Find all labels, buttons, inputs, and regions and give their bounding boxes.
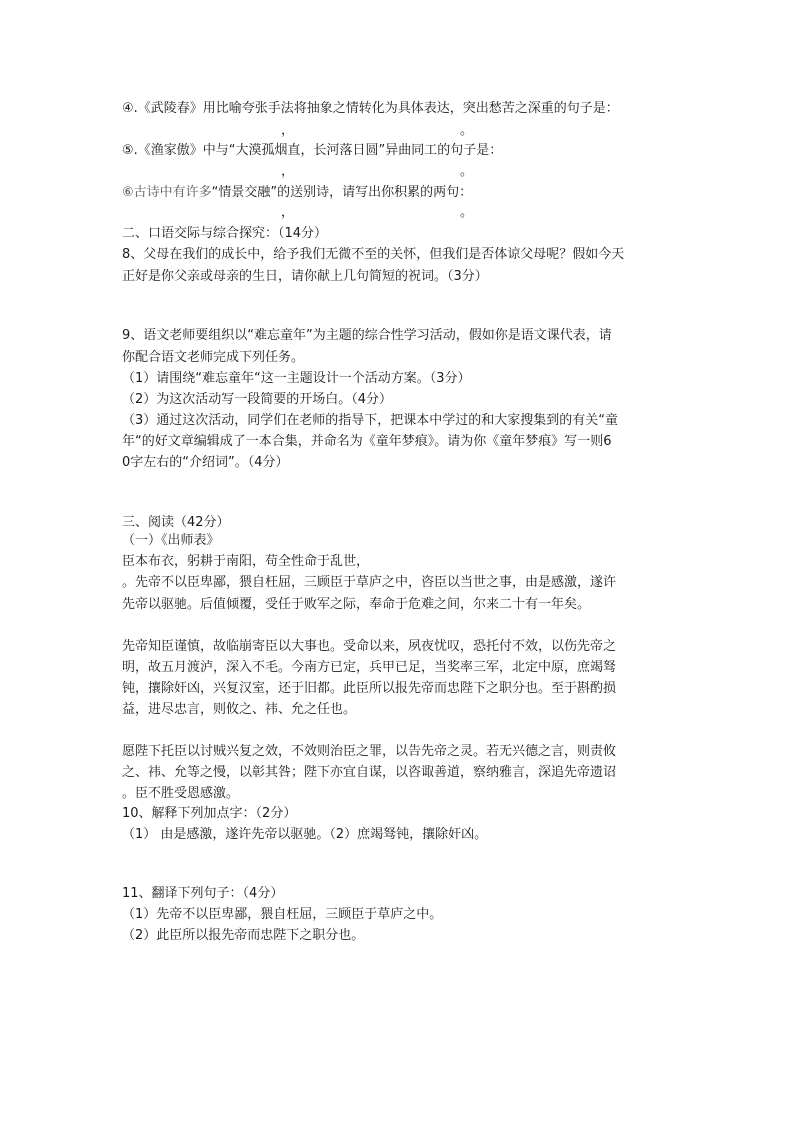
question-6 xyxy=(122,182,472,204)
passage-p1-line-1: 臣本布衣，躬耕于南阳，苟全性命于乱世， xyxy=(122,554,370,569)
question-9-line-1: 9、语文老师要组织以“难忘童年”为主题的综合性学习活动，假如你是语文课代表，请 xyxy=(122,328,612,343)
question-8-line-2: 正好是你父亲或母亲的生日，请你献上几句简短的祝词。（3分） xyxy=(122,269,488,284)
question-9-task-3-line-2: 年“的好文章编辑成了一本合集，并命名为《童年梦痕》。请为你《童年梦痕》写一则6 xyxy=(122,434,612,449)
question-9-task-3-line-3: 0字左右的“介绍词”。（4分） xyxy=(122,455,289,470)
question-11: 11、翻译下列句子：（4分） xyxy=(122,886,284,901)
section-3-heading: 三、阅读（42分） xyxy=(122,515,230,530)
passage-p3-line-1: 愿陛下托臣以讨贼兴复之效，不效则治臣之罪，以告先帝之灵。若无兴德之言，则责攸 xyxy=(122,744,617,759)
section-2-heading: 二、口语交际与综合探究：（14分） xyxy=(122,226,328,241)
question-9-task-2: （2）为这次活动写一段简要的开场白。（4分） xyxy=(122,392,393,407)
question-9-task-3-line-1: （3）通过这次活动，同学们在老师的指导下，把课本中学过的和大家搜集到的有关“童 xyxy=(122,413,619,428)
passage-p2-line-4: 益，进尽忠言，则攸之、祎、允之任也。 xyxy=(122,702,357,717)
passage-p2-line-1: 先帝知臣谨慎，故临崩寄臣以大事也。受命以来，夙夜忧叹，恐托付不效，以伤先帝之 xyxy=(122,639,617,654)
passage-p2-line-2: 明，故五月渡泸，深入不毛。今南方已定，兵甲已足，当奖率三军，北定中原，庶竭驽 xyxy=(122,660,617,675)
question-9-task-1: （1）请围绕“难忘童年“这一主题设计一个活动方案。（3分） xyxy=(122,371,471,386)
blank-5-comma: ， xyxy=(281,164,295,179)
blank-4-period: 。 xyxy=(460,123,474,138)
question-4: ④.《武陵春》用比喻夸张手法将抽象之情转化为具体表达，突出愁苦之深重的句子是： xyxy=(122,101,619,116)
question-11-item-1: （1）先帝不以臣卑鄙，猥自枉屈，三顾臣于草庐之中。 xyxy=(122,907,443,922)
question-6-rest: “情景交融”的送别诗，请写出你积累的两句： xyxy=(211,185,473,200)
passage-p3-line-2: 之、祎、允等之慢，以彰其咎；陛下亦宜自谋，以咨诹善道，察纳雅言，深追先帝遗诏 xyxy=(122,765,617,780)
passage-title: （一）《出师表》 xyxy=(122,533,220,548)
question-10: 10、解释下列加点字：（2分） xyxy=(122,806,297,821)
question-5: ⑤.《渔家傲》中与“大漠孤烟直，长河落日圆”异曲同工的句子是： xyxy=(122,143,503,158)
passage-p1-line-2: 。先帝不以臣卑鄙，猥自枉屈，三顾臣于草庐之中，咨臣以当世之事，由是感激，遂许 xyxy=(122,575,617,590)
blank-4-comma: ， xyxy=(281,123,295,138)
question-11-item-2: （2）此臣所以报先帝而忠陛下之职分也。 xyxy=(122,928,365,943)
passage-p3-line-3: 。臣不胜受恩感激。 xyxy=(122,786,240,801)
question-10-items: （1） 由是感激，遂许先帝以驱驰。（2）庶竭驽钝，攘除奸凶。 xyxy=(122,827,488,842)
question-9-line-2: 你配合语文老师完成下列任务。 xyxy=(122,350,305,365)
blank-6-comma: ， xyxy=(281,205,295,220)
question-6-prefix: ⑥古诗中有许多 xyxy=(122,185,212,200)
passage-p1-line-3: 先帝以驱驰。后值倾覆，受任于败军之际，奉命于危难之间，尔来二十有一年矣。 xyxy=(122,597,591,612)
passage-p2-line-3: 钝，攘除奸凶，兴复汉室，还于旧都。此臣所以报先帝而忠陛下之职分也。至于斟酌损 xyxy=(122,681,617,696)
blank-5-period: 。 xyxy=(460,164,474,179)
blank-6-period: 。 xyxy=(460,205,474,220)
question-8-line-1: 8、父母在我们的成长中，给予我们无微不至的关怀，但我们是否体谅父母呢？假如今天 xyxy=(122,247,625,262)
